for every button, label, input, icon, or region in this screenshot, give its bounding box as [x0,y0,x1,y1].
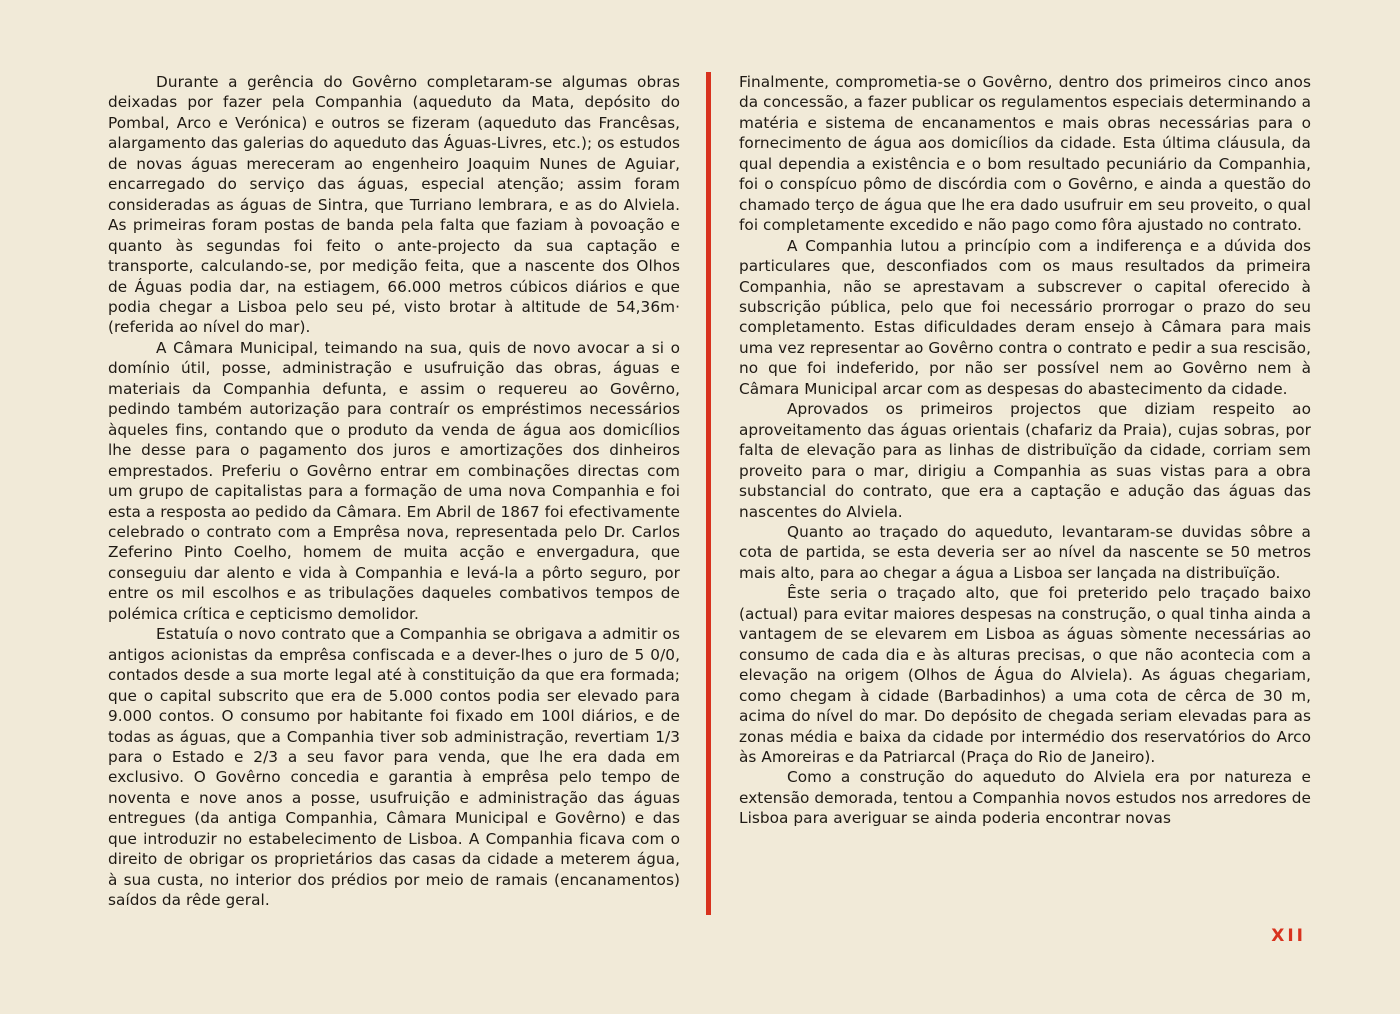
paragraph: A Companhia lutou a princípio com a indiferença e a dúvida dos particulares que, desconfiados com os maus resultados da primeira Companhia, não se aprestavam a subscrever o capital oferecido à subscrição pública, pelo que foi necessário prorrogar o prazo do seu completamento. Estas dificuldades deram ensejo à Câmara para mais uma vez representar ao Govêrno contra o contrato e pedir a sua rescisão, no que foi indeferido, por não ser possível nem ao Govêrno nem à Câmara Municipal arcar com as despesas do abastecimento da cidade. [739,236,1311,398]
column-divider [706,72,711,915]
right-text-column [739,72,1311,829]
paragraph: A Câmara Municipal, teimando na sua, quis de novo avocar a si o domínio útil, posse, administração e usufruição das obras, águas e materiais da Companhia defunta, e assim o requereu ao Govêrno, pedindo também autorização para contraír os empréstimos necessários àqueles fins, contando que o produto da venda de água aos domicílios lhe desse para o pagamento dos juros e amortizações dos dinheiros emprestados. Preferiu o Govêrno entrar em combinações directas com um grupo de capitalistas para a formação de uma nova Companhia e foi esta a resposta ao pedido da Câmara. Em Abril de 1867 foi efectivamente celebrado o contrato com a Emprêsa nova, representada pelo Dr. Carlos Zeferino Pinto Coelho, homem de muita acção e envergadura, que conseguiu dar alento e vida à Companhia e levá-la a pôrto seguro, por entre os mil escolhos e as tribulações daqueles combativos tempos de polémica crítica e cepticismo demolidor. [108,338,680,623]
paragraph-continuation: Finalmente, comprometia-se o Govêrno, dentro dos primeiros cinco anos da concessão, a fazer publicar os regulamentos especiais determinando a matéria e sistema de encanamentos e mais obras necessárias para o fornecimento de água aos domicílios da cidade. Esta última cláusula, da qual dependia a existência e o bom resultado pecuniário da Companhia, foi o conspícuo pômo de discórdia com o Govêrno, e ainda a questão do chamado terço de água que lhe era dado usufruir em seu proveito, o qual foi completamente excedido e não pago como fôra ajustado no contrato. [739,73,1311,235]
paragraph: Como a construção do aqueduto do Alviela era por natureza e extensão demorada, tentou a Companhia novos estudos nos arredores de Lisboa para averiguar se ainda poderia encontrar novas [739,768,1311,828]
paragraph: Aprovados os primeiros projectos que diziam respeito ao aproveitamento das águas orientais (chafariz da Praia), cujas sobras, por falta de elevação para as linhas de distribuïção da cidade, corriam sem proveito para o mar, dirigiu a Companhia as suas vistas para a obra substancial do contrato, que era a captação e adução das águas das nascentes do Alviela. [739,400,1311,521]
paragraph: Quanto ao traçado do aqueduto, levantaram-se duvidas sôbre a cota de partida, se esta deveria ser ao nível da nascente se 50 metros mais alto, para ao chegar a água a Lisboa ser lançada na distribuïção. [739,522,1311,582]
paragraph: Êste seria o traçado alto, que foi preterido pelo traçado baixo (actual) para evitar maiores despesas na construção, o qual tinha ainda a vantagem de se elevarem em Lisboa as águas sòmente necessárias ao consumo de cada dia e às alturas precisas, o que não acontecia com a elevação na origem (Olhos de Água do Alviela). As águas chegariam, como chegam à cidade (Barbadinhos) a uma cota de cêrca de 30 m, acima do nível do mar. Do depósito de chegada seriam elevadas para as zonas média e baixa da cidade por intermédio dos reservatórios do Arco às Amoreiras e da Patriarcal (Praça do Rio de Janeiro). [739,584,1311,766]
paragraph: Estatuía o novo contrato que a Companhia se obrigava a admitir os antigos acionistas da emprêsa confiscada e a dever-lhes o juro de 5 0/0, contados desde a sua morte legal até à constituição da que era formada; que o capital subscrito que era de 5.000 contos podia ser elevado para 9.000 contos. O consumo por habitante foi fixado em 100l diários, e de todas as águas, que a Companhia tiver sob administração, revertiam 1/3 para o Estado e 2/3 a seu favor para venda, que lhe era dada em exclusivo. O Govêrno concedia e garantia à emprêsa pelo tempo de noventa e nove anos a posse, usufruição e administração das águas entregues (da antiga Companhia, Câmara Municipal e Govêrno) e das que introduzir no estabelecimento de Lisboa. A Companhia ficava com o direito de obrigar os proprietários das casas da cidade a meterem água, à sua custa, no interior dos prédios por meio de ramais (encanamentos) saídos da rêde geral. [108,625,680,910]
left-text-column [108,72,680,911]
page-number: XII [1271,926,1306,946]
paragraph: Durante a gerência do Govêrno completaram-se algumas obras deixadas por fazer pela Companhia (aqueduto da Mata, depósito do Pombal, Arco e Verónica) e outros se fizeram (aqueduto das Francêsas, alargamento das galerias do aqueduto das Águas-Livres, etc.); os estudos de novas águas mereceram ao engenheiro Joaquim Nunes de Aguiar, encarregado do serviço das águas, especial atenção; assim foram consideradas as águas de Sintra, que Turriano lembrara, e as do Alviela. As primeiras foram postas de banda pela falta que faziam à povoação e quanto às segundas foi feito o ante-projecto da sua captação e transporte, calculando-se, por medição feita, que a nascente dos Olhos de Águas podia dar, na estiagem, 66.000 metros cúbicos diários e que podia chegar a Lisboa pelo seu pé, visto brotar à altitude de 54,36m· (referida ao nível do mar). [108,73,680,337]
